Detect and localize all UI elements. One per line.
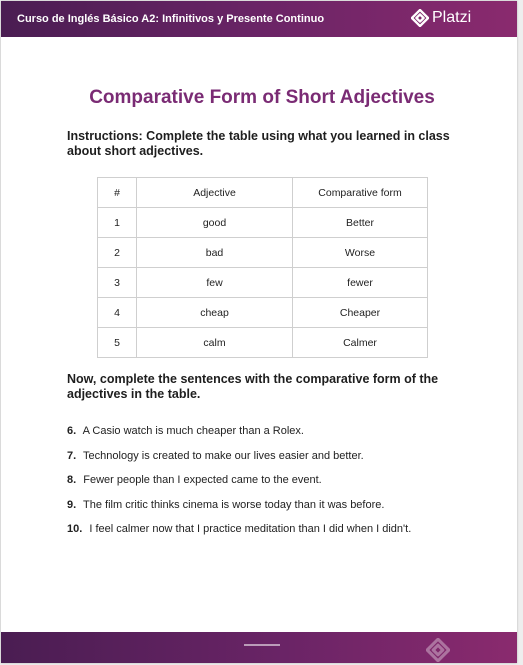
sentence-text: The film critic thinks cinema is worse today than it was before. xyxy=(83,498,385,511)
sentence-number: 8. xyxy=(67,474,77,486)
sentence-number: 6. xyxy=(67,425,77,437)
table-row xyxy=(98,208,428,238)
header-bar xyxy=(1,1,517,37)
adjective-cell: cheap xyxy=(137,298,293,328)
table-row xyxy=(98,328,428,358)
column-header-comparative: Comparative form xyxy=(293,178,428,208)
sentence-text: I feel calmer now that I practice meditation than I did when I didn't. xyxy=(89,523,412,535)
adjective-cell: bad xyxy=(137,238,293,268)
sentence-text: Technology is created to make our lives easier and better. xyxy=(83,449,364,462)
brand xyxy=(411,9,471,27)
document-page xyxy=(1,1,517,663)
list-item xyxy=(67,450,507,475)
comparative-cell: Worse xyxy=(293,238,428,268)
list-item xyxy=(67,499,507,524)
row-number: 1 xyxy=(98,208,137,238)
platzi-watermark-icon xyxy=(426,638,450,662)
row-number: 2 xyxy=(98,238,137,268)
brand-name: Platzi xyxy=(432,9,472,26)
sentence-text: A Casio watch is much cheaper than a Rolex. xyxy=(82,425,304,437)
comparative-cell: Better xyxy=(293,208,428,238)
adjective-cell: few xyxy=(137,268,293,298)
list-item xyxy=(67,425,507,450)
table-row xyxy=(98,238,428,268)
sentence-number: 10. xyxy=(67,523,83,535)
row-number: 5 xyxy=(98,328,137,358)
column-header-number: # xyxy=(98,178,137,208)
page-title: Comparative Form of Short Adjectives xyxy=(89,87,435,108)
footer-bar xyxy=(1,632,517,663)
sentence-number: 9. xyxy=(67,498,77,511)
comparative-cell: Calmer xyxy=(293,328,428,358)
table-row xyxy=(98,298,428,328)
course-title: Curso de Inglés Básico A2: Infinitivos y Presente Continuo xyxy=(17,13,325,25)
instructions-text: Instructions: Complete the table using what you learned in class about short adjectives. xyxy=(67,129,450,158)
table-row xyxy=(98,268,428,298)
list-item xyxy=(67,474,507,499)
comparative-cell: Cheaper xyxy=(293,298,428,328)
sentence-text: Fewer people than I expected came to the event. xyxy=(83,474,322,486)
adjectives-table xyxy=(97,177,428,358)
sentence-number: 7. xyxy=(67,449,77,462)
list-item xyxy=(67,523,507,548)
table-header-row xyxy=(98,178,428,208)
comparative-cell: fewer xyxy=(293,268,428,298)
platzi-logo-icon xyxy=(411,9,429,27)
row-number: 3 xyxy=(98,268,137,298)
row-number: 4 xyxy=(98,298,137,328)
adjective-cell: good xyxy=(137,208,293,238)
column-header-adjective: Adjective xyxy=(137,178,293,208)
adjective-cell: calm xyxy=(137,328,293,358)
sentences-instructions: Now, complete the sentences with the comparative form of the adjectives in the table. xyxy=(67,372,439,401)
sentence-list xyxy=(67,425,507,548)
footer-url-mark xyxy=(244,644,280,646)
